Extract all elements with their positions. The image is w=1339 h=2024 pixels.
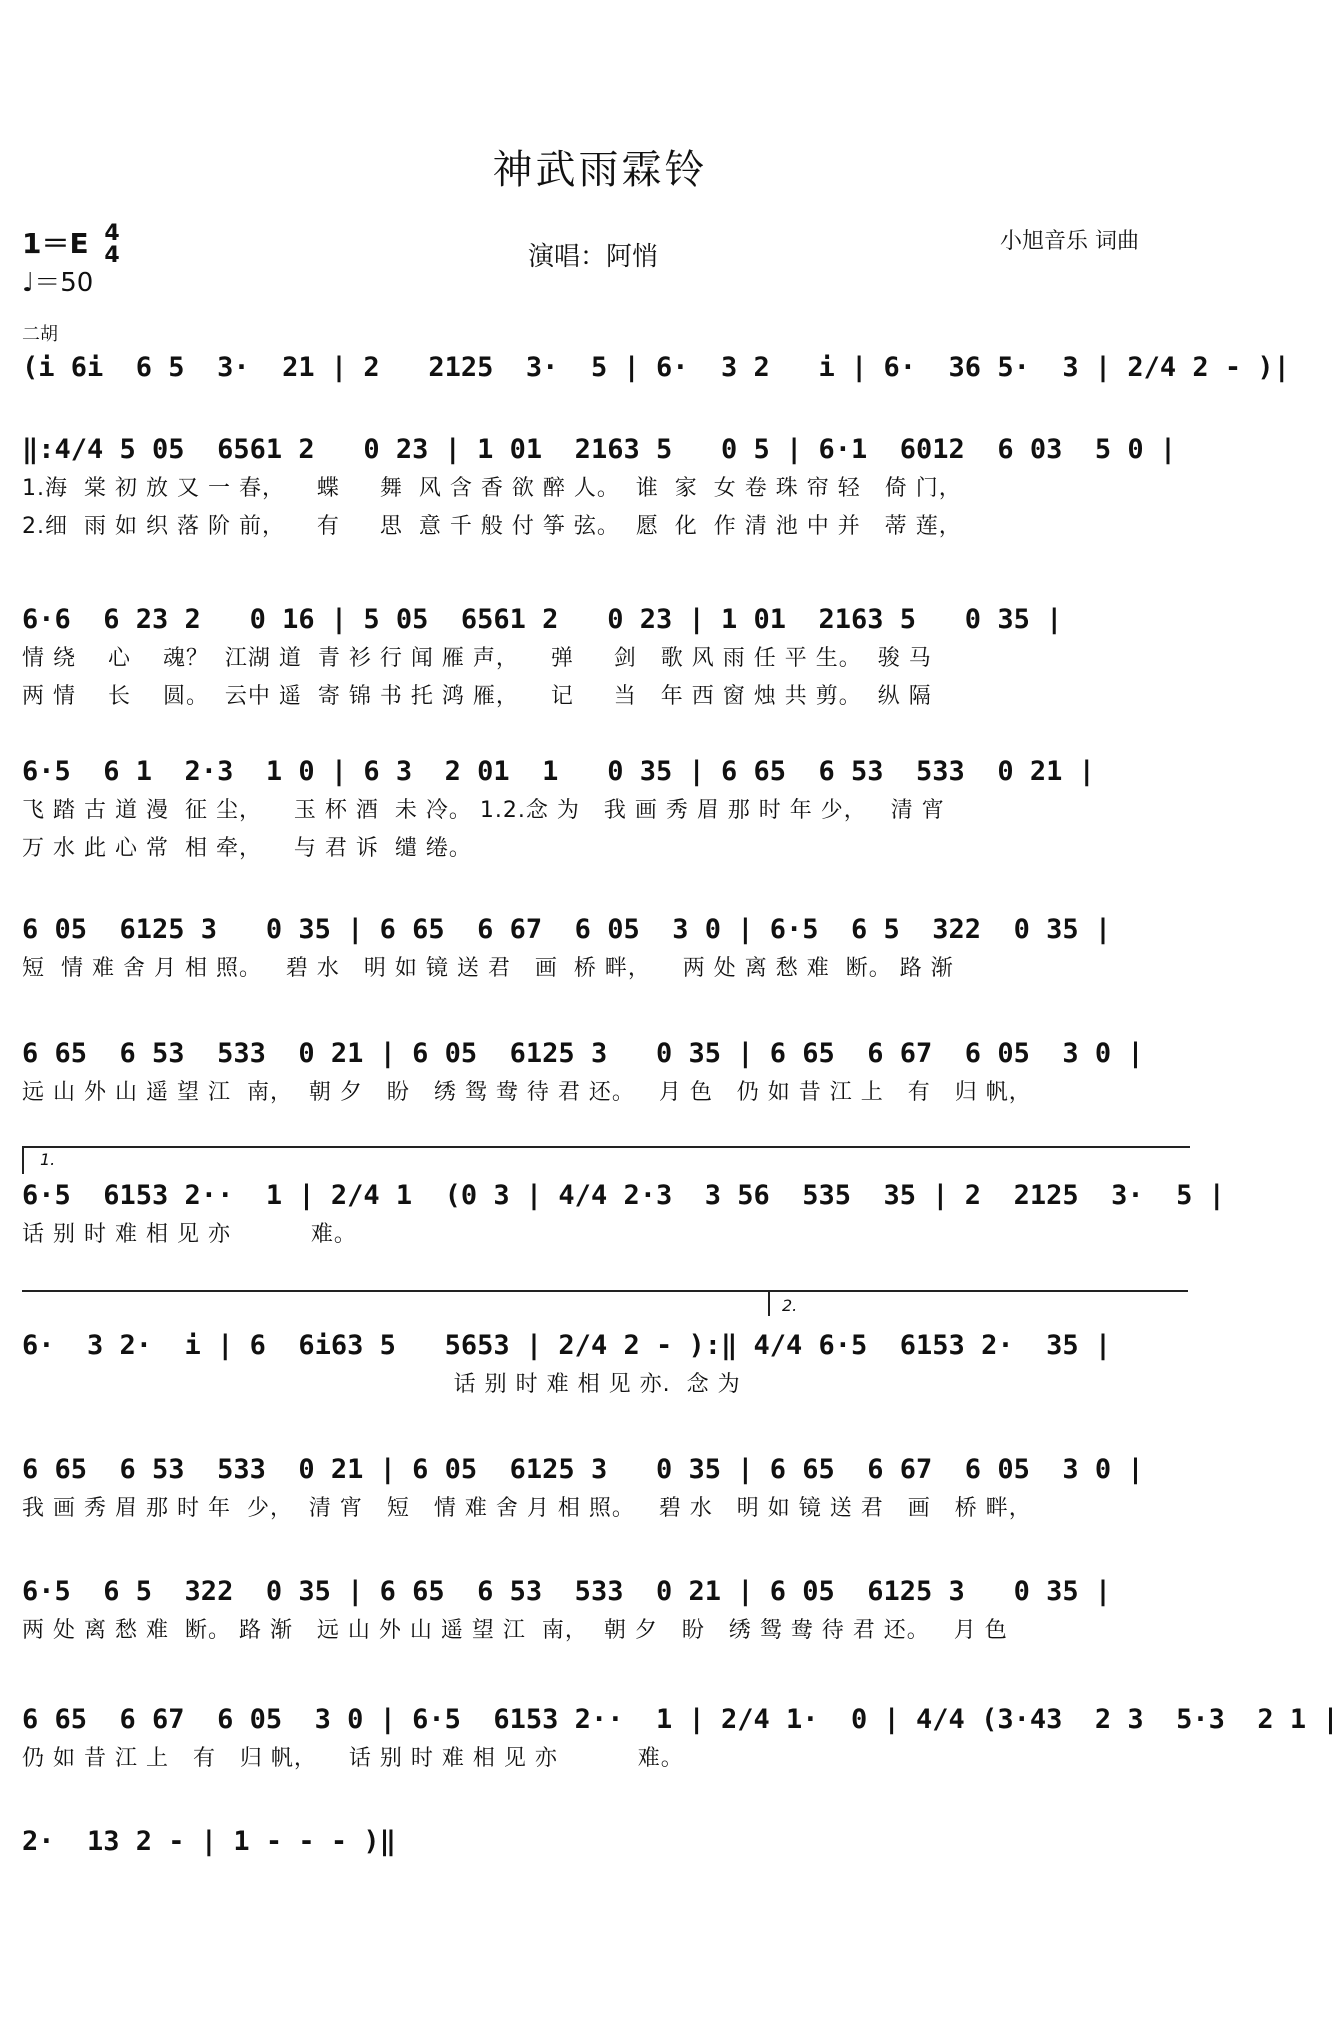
time-signature-bottom: 4: [104, 243, 120, 268]
score-system: [22, 1700, 1339, 1778]
lyric-line: 话 别 时 难 相 见 亦 难。: [22, 1222, 357, 1247]
notation-line: 2· 13 2 - | 1 - - - )‖: [22, 1826, 396, 1857]
notation-line: 6 65 6 53 533 0 21 | 6 05 6125 3 0 35 | 6 65 6 67 6 05 3 0 |: [22, 1038, 1144, 1069]
notation-line: 6·5 6 1 2·3 1 0 | 6 3 2 01 1 0 35 | 6 65 6 53 533 0 21 |: [22, 756, 1095, 787]
score-system: [22, 1450, 1188, 1528]
lyric-line: 2.细 雨 如 织 落 阶 前， 有 思 意 千 般 付 筝 弦。 愿 化 作 清 池 中 并 蒂 莲，: [22, 514, 962, 539]
score-system: [22, 1822, 1188, 1862]
lyric-line: 仍 如 昔 江 上 有 归 帆， 话 别 时 难 相 见 亦 难。: [22, 1746, 684, 1771]
lyric-line: 情 绕 心 魂？ 江湖 道 青 衫 行 闻 雁 声， 弹 剑 歌 风 雨 任 平 生。 骏 马: [22, 646, 932, 671]
key-signature: [22, 222, 120, 267]
key-text: 1＝E: [22, 227, 89, 260]
lyric-line: 两 情 长 圆。 云中 遥 寄 锦 书 托 鸿 雁， 记 当 年 西 窗 烛 共 剪。 纵 隔: [22, 684, 932, 709]
notation-line: 6·5 6 5 322 0 35 | 6 65 6 53 533 0 21 | 6 05 6125 3 0 35 |: [22, 1576, 1112, 1607]
notation-line: 6·5 6153 2·· 1 | 2/4 1 (0 3 | 4/4 2·3 3 56 535 35 | 2 2125 3· 5 |: [22, 1180, 1225, 1211]
lyric-line: 万 水 此 心 常 相 牵， 与 君 诉 缱 绻。: [22, 836, 472, 861]
score-system: [22, 1176, 1225, 1254]
volta-bracket-1: [22, 1146, 1190, 1174]
notation-line: 6· 3 2· i | 6 6i63 5 5653 | 2/4 2 - ):‖ 4/4 6·5 6153 2· 35 |: [22, 1330, 1112, 1361]
notation-line: 6 65 6 67 6 05 3 0 | 6·5 6153 2·· 1 | 2/4 1· 0 | 4/4 (3·43 2 3 5·3 2 1 |: [22, 1704, 1339, 1735]
score-system: [22, 430, 1188, 546]
notation-line: 6 65 6 53 533 0 21 | 6 05 6125 3 0 35 | 6 65 6 67 6 05 3 0 |: [22, 1454, 1144, 1485]
lyric-line: 话 别 时 难 相 见 亦. 念 为: [22, 1372, 741, 1397]
score-system: [22, 600, 1188, 716]
composer-credit: 小旭音乐 词曲: [1000, 229, 1139, 254]
score-system: [22, 752, 1188, 868]
lyric-line: 飞 踏 古 道 漫 征 尘， 玉 杯 酒 未 冷。 1.2.念 为 我 画 秀 眉 那 时 年 少， 清 宵: [22, 798, 945, 823]
lyric-line: 远 山 外 山 遥 望 江 南， 朝 夕 盼 绣 鸳 鸯 待 君 还。 月 色 仍 如 昔 江 上 有 归 帆，: [22, 1080, 1032, 1105]
tempo-marking: ♩＝50: [22, 268, 94, 298]
score-system: [22, 1326, 1188, 1404]
score-system: [22, 1034, 1188, 1112]
lyric-line: 两 处 离 愁 难 断。 路 渐 远 山 外 山 遥 望 江 南， 朝 夕 盼 绣 鸳 鸯 待 君 还。 月 色: [22, 1618, 1008, 1643]
score-system: [22, 1572, 1188, 1650]
volta-number: 2.: [782, 1296, 798, 1315]
lyric-line: 1.海 棠 初 放 又 一 春， 蝶 舞 风 含 香 欲 醉 人。 谁 家 女 卷 珠 帘 轻 倚 门，: [22, 476, 962, 501]
notation-line: 6 05 6125 3 0 35 | 6 65 6 67 6 05 3 0 | 6·5 6 5 322 0 35 |: [22, 914, 1112, 945]
time-signature: [104, 223, 119, 267]
song-title: 神武雨霖铃: [492, 147, 708, 193]
notation-line: (i 6i 6 5 3· 21 | 2 2125 3· 5 | 6· 3 2 i | 6· 36 5· 3 | 2/4 2 - )|: [22, 352, 1290, 383]
instrument-label: 二胡: [22, 324, 58, 345]
lyric-line: 我 画 秀 眉 那 时 年 少， 清 宵 短 情 难 舍 月 相 照。 碧 水 明 如 镜 送 君 画 桥 畔，: [22, 1496, 1032, 1521]
score-system: [22, 910, 1188, 988]
time-signature-top: 4: [104, 221, 120, 246]
lyric-line: 短 情 难 舍 月 相 照。 碧 水 明 如 镜 送 君 画 桥 畔， 两 处 离 愁 难 断。 路 渐: [22, 956, 954, 981]
singer-credit: 演唱：阿悄: [528, 242, 659, 272]
volta-number: 1.: [40, 1150, 56, 1169]
notation-line: 6·6 6 23 2 0 16 | 5 05 6561 2 0 23 | 1 01 2163 5 0 35 |: [22, 604, 1063, 635]
notation-line: ‖:4/4 5 05 6561 2 0 23 | 1 01 2163 5 0 5 | 6·1 6012 6 03 5 0 |: [22, 434, 1177, 465]
score-system: [22, 348, 1290, 388]
volta-bracket-2: [768, 1290, 1190, 1316]
